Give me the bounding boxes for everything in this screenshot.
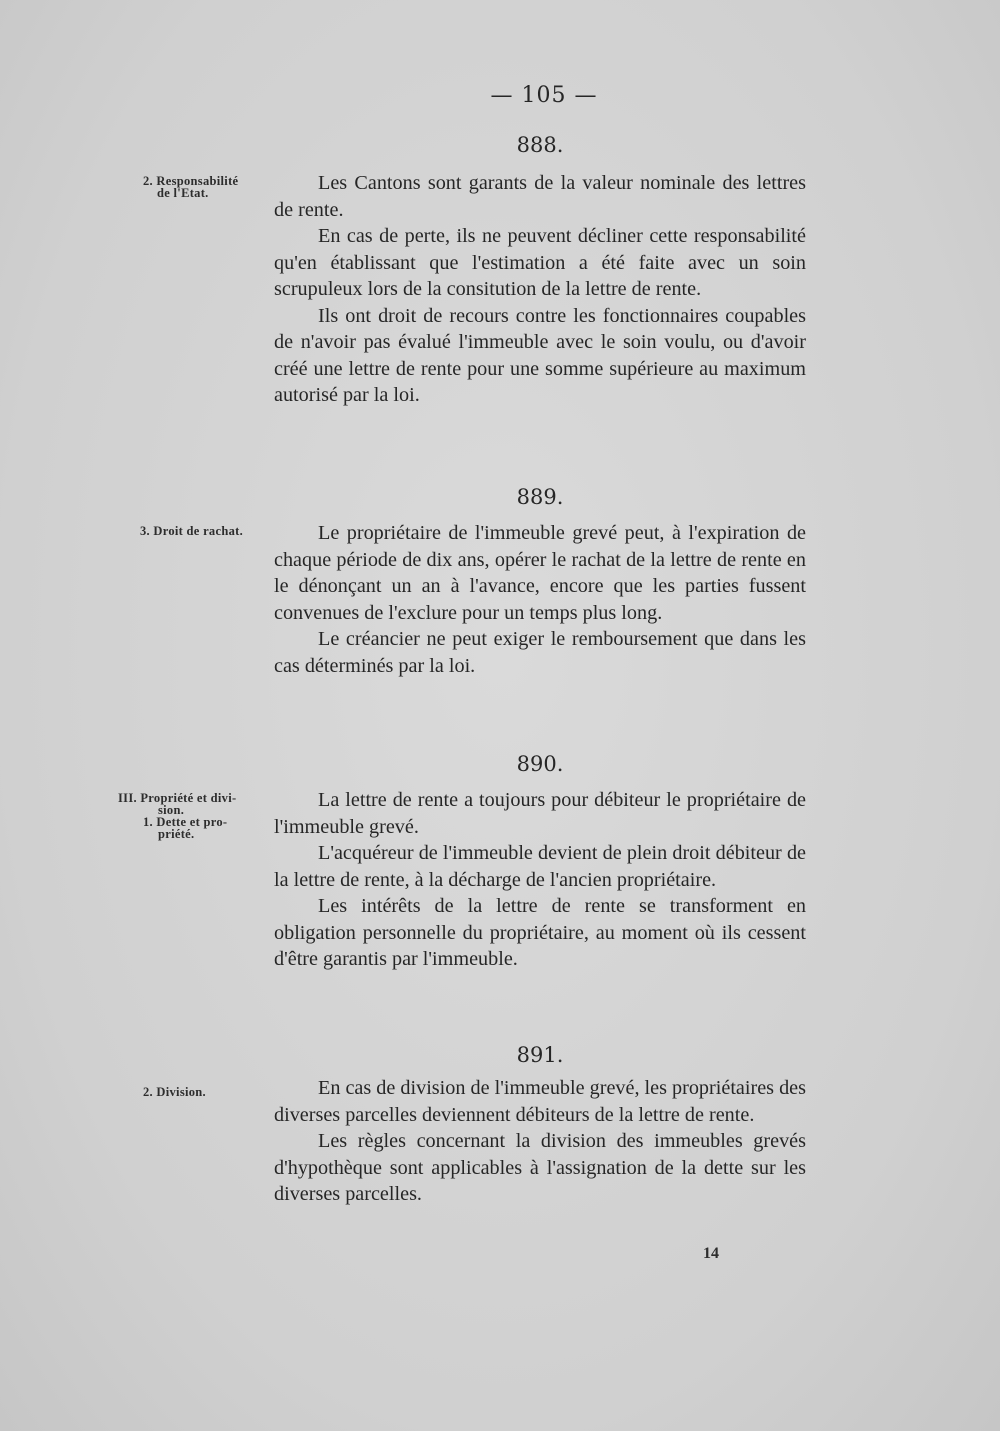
paragraph: En cas de division de l'immeuble grevé, les propriétaires des diverses parcelles deviennent débiteurs de la lettre de rente.: [274, 1077, 806, 1126]
article-number: 891.: [516, 1043, 564, 1067]
paragraph: Ils ont droit de recours contre les fonctionnaires coupables de n'avoir pas évalué l'immeuble avec le soin voulu, ou d'avoir créé une lettre de rente pour une somme supérieure au maximum autorisé par la loi.: [274, 304, 806, 406]
margin-note-line: 2. Responsabilité: [143, 174, 239, 188]
margin-note-line: de l'Etat.: [157, 186, 209, 200]
paragraph: Les Cantons sont garants de la valeur nominale des lettres de rente.: [274, 172, 806, 221]
margin-note: [143, 1086, 293, 1098]
article-number: 890.: [516, 752, 564, 776]
margin-note: [140, 525, 290, 537]
margin-note: [143, 175, 293, 199]
margin-note-line: 3. Droit de rachat.: [140, 524, 244, 538]
page-number: — 105 —: [490, 83, 598, 108]
margin-note-line: 1. Dette et pro-: [143, 815, 228, 829]
article-body: [274, 787, 806, 973]
paragraph: En cas de perte, ils ne peuvent décliner cette responsabilité qu'en établissant que l'estimation a été faite avec un soin scrupuleux lors de la consitution de la lettre de rente.: [274, 225, 806, 300]
paragraph: Le propriétaire de l'immeuble grevé peut, à l'expiration de chaque période de dix ans, opérer le rachat de la lettre de rente en le dénonçant un an à l'avance, encore que les parties fussent convenues de l'exclure pour un temps plus long.: [274, 522, 806, 624]
article-number: 889.: [516, 485, 564, 509]
margin-note-line: sion.: [158, 803, 185, 817]
paragraph: Le créancier ne peut exiger le remboursement que dans les cas déterminés par la loi.: [274, 628, 806, 677]
article-body: [274, 520, 806, 679]
margin-note-line: III. Propriété et divi-: [118, 791, 237, 805]
paragraph: La lettre de rente a toujours pour débiteur le propriétaire de l'immeuble grevé.: [274, 789, 806, 838]
article-body: [274, 170, 806, 409]
paragraph: L'acquéreur de l'immeuble devient de plein droit débiteur de la lettre de rente, à la décharge de l'ancien propriétaire.: [274, 842, 806, 891]
margin-note: [118, 792, 268, 840]
margin-note-line: priété.: [158, 827, 195, 841]
paragraph: Les intérêts de la lettre de rente se transforment en obligation personnelle du propriétaire, au moment où ils cessent d'être garantis par l'immeuble.: [274, 895, 806, 970]
article-body: [274, 1075, 806, 1208]
paragraph: Les règles concernant la division des immeubles grevés d'hypothèque sont applicables à l'assignation de la dette sur les diverses parcelles.: [274, 1130, 806, 1205]
margin-note-line: 2. Division.: [143, 1085, 206, 1099]
article-number: 888.: [516, 133, 564, 157]
signature-mark: 14: [703, 1245, 719, 1262]
